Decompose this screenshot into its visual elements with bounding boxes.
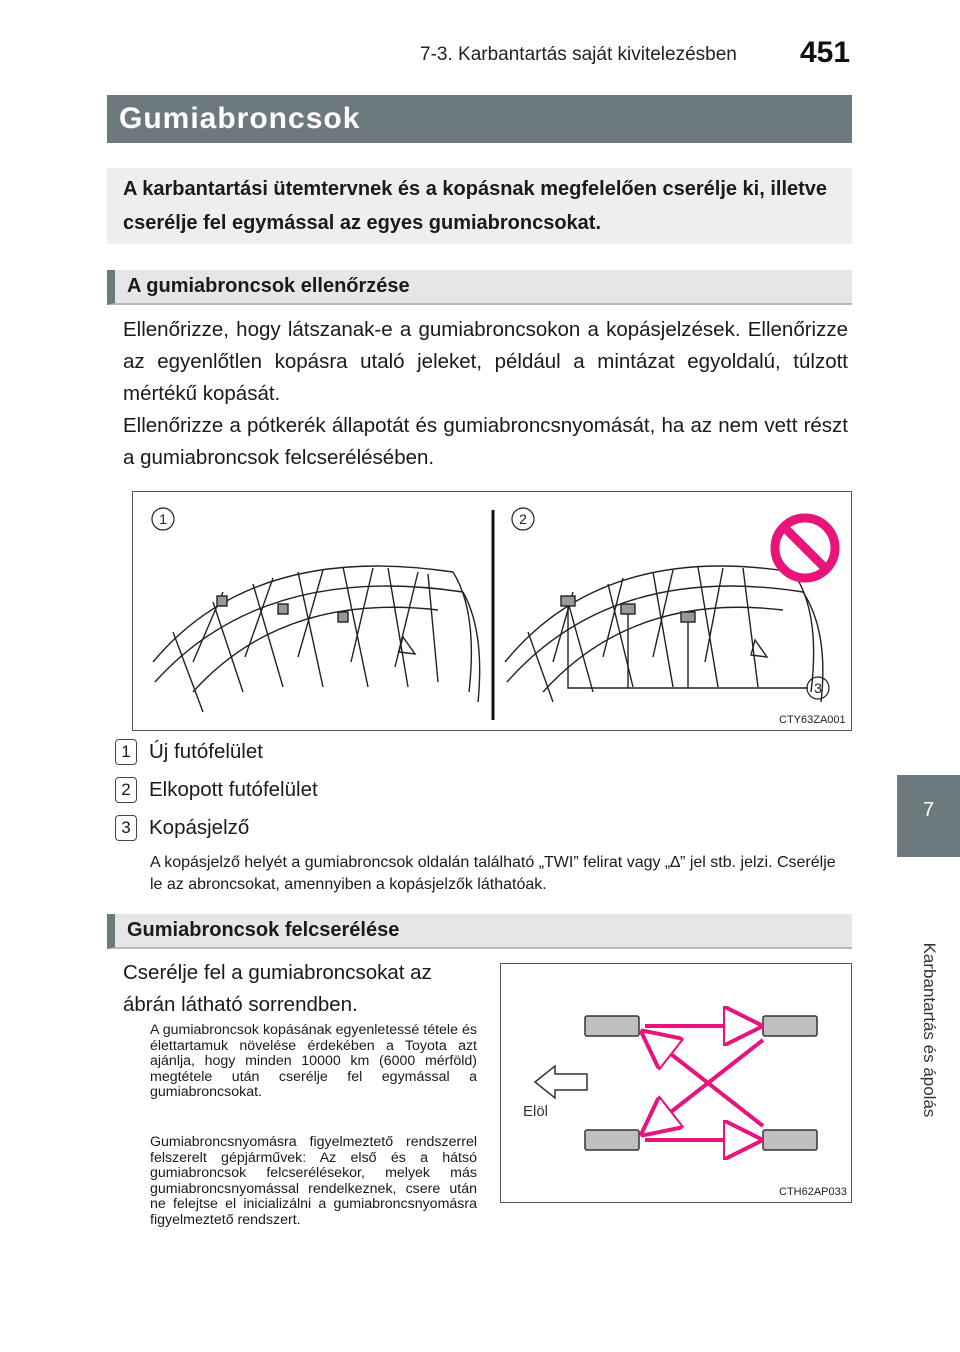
figure-code-1: CTY63ZA001: [779, 714, 846, 726]
legend-text: Kopásjelző: [149, 816, 250, 839]
tire-front-right: [585, 1130, 639, 1150]
legend-text: Elkopott futófelület: [149, 778, 318, 801]
tread-illustration: [133, 492, 851, 730]
rotation-arrows: [645, 1026, 763, 1140]
figure-code-2: CTH62AP033: [779, 1186, 847, 1198]
rotation-note-2: Gumiabroncsnyomásra figyelmeztető rendszerrel felszerelt gépjárművek: Az első és a hátsó gumiabroncsok felcserélésekor, melyek más gumiabroncsnyomással rendelkeznek, csere után ne felejtse el inicializálni a gumiabroncsnyomásra figyelmeztető rendszert.: [150, 1134, 477, 1228]
section-heading-rotation: Gumiabroncsok felcserélése: [107, 914, 852, 949]
legend-text: Új futófelület: [149, 740, 263, 763]
chapter-tab: [897, 775, 960, 857]
tire-front-left: [585, 1016, 639, 1036]
marker-3-label: 3: [814, 680, 822, 696]
marker-1-label: 1: [159, 511, 167, 527]
tread-wear-figure: [132, 491, 852, 731]
legend-item-1: [115, 739, 263, 765]
legend-item-2: [115, 777, 318, 803]
legend-item-3: [115, 815, 249, 841]
page-title: Gumiabroncsok: [107, 95, 852, 143]
check-paragraph-1: Ellenőrizze, hogy látszanak-e a gumiabroncsokon a kopásjelzések. Ellenőrizze az egyenlőtlen kopásra utaló jeleket, például a mintázat egyoldalú, túlzott mértékű kopását.: [123, 318, 848, 405]
chapter-title: Karbantartás és ápolás: [919, 942, 939, 1118]
section-heading-check: A gumiabroncsok ellenőrzése: [107, 270, 852, 305]
check-paragraph-2: Ellenőrizze a pótkerék állapotát és gumiabroncsnyomását, ha az nem vett részt a gumiabroncsok felcserélésében.: [123, 414, 848, 469]
rotation-diagram: [501, 964, 851, 1202]
chapter-number: 7: [922, 799, 935, 821]
prohibition-icon: [775, 518, 835, 578]
tire-rear-right: [763, 1130, 817, 1150]
new-tread-tire: [153, 566, 480, 712]
tire-rear-left: [763, 1016, 817, 1036]
front-arrow-icon: [535, 1066, 587, 1098]
legend-num: 1: [115, 739, 137, 765]
rotation-paragraph: Cserélje fel a gumiabroncsokat az ábrán látható sorrendben.: [123, 961, 432, 1016]
section-header: 7-3. Karbantartás saját kivitelezésben: [420, 44, 737, 65]
marker-2-label: 2: [519, 511, 527, 527]
front-label: Elöl: [523, 1103, 549, 1120]
intro-box: A karbantartási ütemtervnek és a kopásnak megfelelően cserélje ki, illetve cserélje fel egymással az egyes gumiabroncsokat.: [107, 168, 852, 244]
page-number: 451: [800, 36, 851, 69]
worn-tread-tire: [505, 566, 823, 702]
chapter-side-label: [897, 870, 960, 1190]
legend-num: 2: [115, 777, 137, 803]
wear-indicator-note: A kopásjelző helyét a gumiabroncsok oldalán található „TWI” felirat vagy „∆” jel stb. jelzi. Cserélje le az abroncsokat, amennyiben a kopásjelzők láthatóak.: [150, 854, 836, 893]
rotation-note-1: A gumiabroncsok kopásának egyenletessé tétele és élettartamuk növelése érdekében a Toyota azt ajánlja, hogy minden 10000 km (6000 mérföld) megtétele után cserélje fel egymással a gumiabroncsokat.: [150, 1022, 477, 1101]
rotation-figure: [500, 963, 852, 1203]
legend-num: 3: [115, 815, 137, 841]
